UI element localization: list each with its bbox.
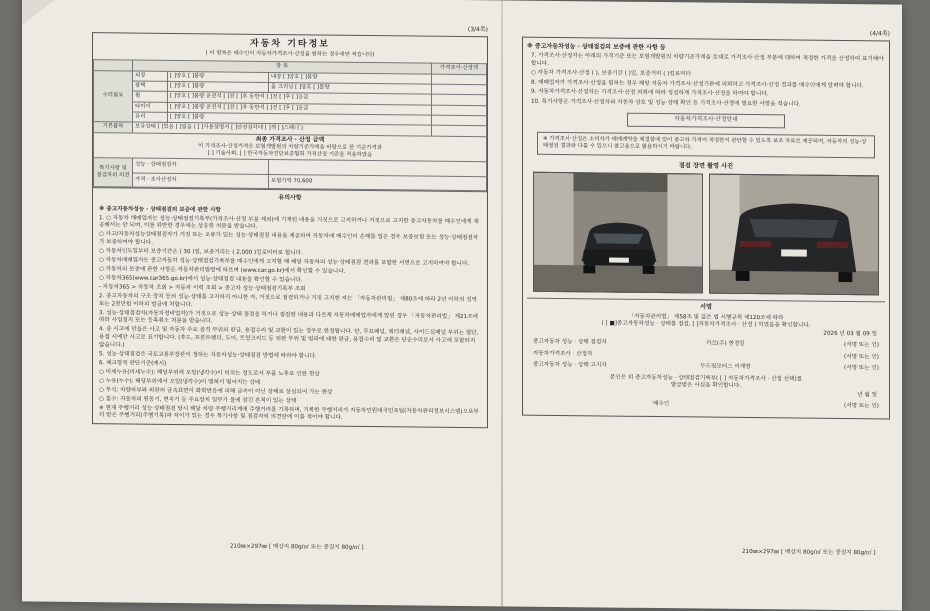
repair-needed-group: 수리필요 [94,70,133,122]
document-sheet [22,0,902,611]
list-item: ○ 부식: 차량하부와 외판의 금속표면이 화학반응에 의해 금속이 아닌 상태로 상실되어 가는 현상 [99,386,333,396]
list-item: - 자동차365 > 자동차 조회 > 자동차 이력 조회 > 중고차 성능·상태점검기록부 조회 [99,284,306,293]
page-divider [501,0,503,606]
signer-row: 자동차가격조사 · 산정자 (서명 또는 인) [533,350,879,361]
page-title: 자동차 기타정보 [250,38,330,50]
list-item: ※ 현재 주행거리 성능·상태점검 당시 해당 차량 주행거리계에 주행거리를 기록하며, 기록한 주행거리가 자동차민원대국민포털(자동차관리정보시스템)으로부터 받은 주행거리(주행기록)과 차이가 있는 경우 특기사항 및 점검자의 의견란에 이를 적어야 합니다. [99,405,479,422]
basic-items-label: 기본품목 [94,122,133,133]
page-subtitle: ( 이 항목은 매수인이 자동차가격조사·산정을 원하는 경우에만 적습니다) [205,50,375,59]
list-item: 9. 자동차가격조사·산정자는 가격조사·산정 의뢰에 따라 성실하게 가격조사·산정을 하여야 합니다. [531,89,769,98]
list-item: ○ 자동차의 보증에 관한 사항은 자동차관리법령에 따르며 (www.car.go.kr)에서 확인할 수 있습니다. [99,266,346,275]
remarks-label: 특기사항 및 점검자의 의견 [94,158,133,187]
page-left [92,26,488,429]
price-column: 가격조사·산정액 [432,64,487,75]
signer-row: 중고자동차 성능 · 상태 고지자 두드림모터스 이재영 (서명 또는 인) [533,361,879,372]
sign-date: 2026 년 03 월 09 일 [823,330,877,337]
notice-list: ※ 중고자동차성능 · 상태점검의 보증에 관한 사항 1. ○ 자동차 매매업자는 성능·상태점검기록부(가격조사·산정 부분 제외)에 기재된 내용을 거짓으로 고지하거나 거짓으로 고지한 중고자동차를 매수인에게 제공해서는 안 되며, 이를 위반한 경우에는 상응한 처분을 받습니다. ○ 사고/자동차성능상태점검자가 거짓 또는 오류가 있는 성능·상태점검 내용을 제공하여 자동차에 매수인이 손해를 입은 경우 보증보험 또는 성능·상태점검자가 보증하여야 합니다. ○ 자동차인도일부터 보증기간은 ( 30 )일, 보증거리는 ( 2,000 )킬로미터로 합니다. ○ 자동차매매업자는 중고자동차 성능·상태점검기록부를 매수인에게 고지할 때 해당 자동차의 성능·상태점검 결과를 포함한 서면으로 고지하여야 합니다. ○ 자동차의 보증에 관한 사항은 자동차관리법령에 따르며 (www.car.go.kr)에서 확인할 수 있습니다. ○ 자동차365(www.car365.go.kr)에서 성능·상태점검 내용을 확인할 수 있습니다. - 자동차365 > 자동차 조회 > 자동차 이력 조회 > 중고차 성능·상태점검기록부 조회 2. 중고자동차의 구조·장치 등의 성능·상태를 고지하지 아니한 자, 거짓으로 점검하거나 거짓 고지한 자는 「자동차관리법」 제80조에 따라 2년 이하의 징역 또는 2천만원 이하의 벌금에 처합니다. 3. 성능·상태점검자(자동차정비업자)가 거짓으로 성능·상태 점검을 하거나 점검한 내용과 다르게 자동차매매업자에게 알린 경우 「자동차관리법」 제21조에 따라 사업정지 또는 등록취소 처분을 받습니다. 4. 증 시고에 만들은 사고 및 자동차 주요 골격 부위의 판금, 용접수리 및 교환이 있는 경우로 한정됩니다. 단, 루프패널, 쿼터패널, 사이드실패널 부위는 절단, 용접 시에만 사고로 표기합니다. (후드, 프론트펜더, 도어, 트렁크리드 등 외판 부위 및 범퍼에 대한 판금, 용접수리 및 교환은 단순수리로서 사고에 포함되지 않습니다.) 5. 성능·상태점검은 국토교통부장관이 정하는 자동차성능·상태점검 방법에 따라야 합니다. 6. 체크항목 판단기준(예시) ○ 미세누유(미세누수): 해당부위에 오일(냉각수)이 비치는 정도로서 부품 노후로 인한 현상 ○ 누유(누수): 해당부위에서 오일(냉각수)이 맺혀서 떨어지는 상태 ○ 부식: 차량하부와 외판의 금속표면이 화학반응에 의해 금속이 아닌 상태로 상실되어 가는 현상 ○ 침수: 자동차의 원동기, 변속기 등 주요장치 일부가 물에 잠긴 흔적이 있는 상태 ※ 현재 주행거리 성능·상태점검 당시 해당 차량 주행거리계에 주행거리를 기록하며, 기록한 주행거리가 자동차민원대국민포털(자동차관리정보시스템)으로부터 받은 주행거리(주행기록)과 차이가 있는 경우 특기사항 및 점검자의 의견란에 이를 적어야 합니다. [93,202,487,427]
page-number: (3/4쪽) [467,26,488,34]
car-rear-image [710,175,878,295]
list-item: ○ 누유(누수): 해당부위에서 오일(냉각수)이 맺혀서 떨어지는 상태 [99,377,261,386]
vehicle-other-info-box [92,32,488,429]
table-header: 항 목 [133,60,432,73]
list-item: ○ 미세누유(미세누수): 해당부위에 오일(냉각수)이 비치는 정도로서 부품 노후로 인한 현상 [99,368,320,378]
section-heading: ※ 중고자동차성능 · 상태점검의 보증에 관한 사항 등 [527,42,666,52]
list-item: 8. 매매업자가 가격조사·산정을 원하는 경우 해당 자동차 가격조사·산정기관에 의뢰하고 가격조사·산정 결과를 매수인에게 알려야 합니다. [531,79,864,89]
right-page-box: ※ 중고자동차성능 · 상태점검의 보증에 관한 사항 등 7. 가격조사·산정자는 아래의 가격기준 또는 보험개발원의 차량기준가액을 토대로 가격조사·산정 부분에 대하여 적정한 가격을 산정하여 표기해야 합니다. ○ 자동차 가격조사·산정 ( ), 보증기간 ( )일, 보증거리 ( )킬로미터 8. 매매업자가 가격조사·산정을 원하는 경우 해당 자동차 가격조사·산정기관에 의뢰하고 가격조사·산정 결과를 매수인에게 알려야 합니다. 9. 자동차가격조사·산정자는 가격조사·산정 의뢰에 따라 성실하게 가격조사·산정을 하여야 합니다. 10. 특기사항은 가격조사·산정자와 자동차 상호 및 성능·상태 확인 등 가격조사·산정에 필요한 사항을 적습니다. 자동차가격조사·산정안내 ※ 가격조사·산정은 소비자가 매매계약을 체결함에 있어 중고차 가격이 적정한지 판단할 수 있도록 보조 자료로 제공되며, 자동차의 성능·상태점검 결과와 다를 수 있으니 참고용으로 활용하시기 바랍니다. 점검 장면 촬영 사진 서명 「자동차관리법」 제58조 및 같은 법 시행규칙 제120조에 따라 ( [ ■]중고자동차성능 · 상태를 점검, [ ]자동차가격조사 · 산정 ) 하였음을 확인합니다. 2026 년 03 월 09 일 중고자동차 성능 · 상태 점검자 카르(주) 현정일 (서명 또는 인) 자동차가격조사 · 산정자 (서명 또는 인) 중고자동차 성능 · 상태 고지자 두드림모터스 이재영 (서명 또는 인) 본인은 위 중고자동차성능 · 상태점검기록부( [ ] 자동차가격조사 · 산정 선택)를 발급받은 사실을 확인합니다. 년 월 일 매수인 (서명 또는 인) [522,37,890,420]
page-number: (4/4쪽) [869,30,890,38]
folded-corner [22,0,60,26]
list-item: ○ 자동차 가격조사·산정 ( ), 보증기간 ( )일, 보증거리 ( )킬로미터 [531,69,691,78]
price-info-box: ※ 가격조사·산정은 소비자가 매매계약을 체결함에 있어 중고차 가격이 적정한지 판단할 수 있도록 보조 자료로 제공되며, 자동차의 성능·상태점검 결과와 다를 수 있으니 참고용으로 활용하시기 바랍니다. [537,132,875,158]
photo-section-title: 점검 장면 촬영 사진 [678,162,734,170]
list-item: 3. 성능·상태점검자(자동차정비업자)가 거짓으로 성능·상태 점검을 하거나 점검한 내용과 다르게 자동차매매업자에게 알린 경우 「자동차관리법」 제21조에 따라 사업정지 또는 등록취소 처분을 받습니다. [99,310,478,325]
list-item: 7. 가격조사·산정자는 아래의 가격기준 또는 보험개발원의 차량기준가액을 토대로 가격조사·산정 부분에 대하여 적정한 가격을 산정하여 표기해야 합니다. [531,52,884,67]
list-item: ○ 자동차매매업자는 중고자동차 성능·상태점검기록부를 매수인에게 고지할 때 해당 자동차의 성능·상태점검 결과를 포함한 서면으로 고지하여야 합니다. [99,257,470,268]
list-item: 2. 중고자동차의 구조·장치 등의 성능·상태를 고지하지 아니한 자, 거짓으로 점검하거나 거짓 고지한 자는 「자동차관리법」 제80조에 따라 2년 이하의 징역 또는 2천만원 이하의 벌금에 처합니다. [99,293,477,308]
page-footer-right: 210㎜×297㎜ [ 백상지 80g/㎡ 또는 중질지 80g/㎡ ] [742,548,876,557]
car-front-image [534,173,702,293]
page-footer-left: 210㎜×297㎜ [ 백상지 80g/㎡ 또는 중질지 80g/㎡ ] [230,543,364,551]
signature-title: 서명 [527,298,885,314]
final-price-heading: 최종 가격조사 · 산정 금액 [255,135,325,144]
list-item: 1. ○ 자동차 매매업자는 성능·상태점검기록부(가격조사·산정 부분 제외)에 기재된 내용을 거짓으로 고지하거나 거짓으로 고지한 중고자동차를 매수인에게 제공해서는 안 되며, 이를 위반한 경우에는 상응한 처분을 받습니다. [99,215,479,231]
list-item: 6. 체크항목 판단기준(예시) [99,359,167,367]
inspection-photos [527,172,885,296]
signer-row: 중고자동차 성능 · 상태 점검자 카르(주) 현정일 (서명 또는 인) [533,338,879,349]
list-item: ○ 사고/자동차성능상태점검자가 거짓 또는 오류가 있는 성능·상태점검 내용을 제공하여 자동차에 매수인이 손해를 입은 경우 보증보험 또는 성능·상태점검자가 보증하여야 합니다. [99,231,479,246]
buyer-row: 매수인 (서명 또는 인) [653,401,879,410]
list-item: 5. 성능·상태점검은 국토교통부장관이 정하는 자동차성능·상태점검 방법에 따라야 합니다. [99,350,317,360]
page-right [522,30,890,420]
car-front-photo [533,172,703,294]
list-item: ○ 침수: 자동차의 원동기, 변속기 등 주요장치 일부가 물에 잠긴 흔적이 있는 상태 [99,396,297,405]
list-item: ○ 자동차365(www.car365.go.kr)에서 성능·상태점검 내용을 확인할 수 있습니다. [99,275,303,284]
list-item: ○ 자동차인도일부터 보증기간은 ( 30 )일, 보증거리는 ( 2,000 )킬로미터로 합니다. [99,248,303,257]
list-item: 10. 특기사항은 가격조사·산정자와 자동차 상호 및 성능·상태 확인 등 가격조사·산정에 필요한 사항을 적습니다. [531,98,801,108]
table-row: 광택 [ ]양호 [ ]불량 룸 크리닝 [ ]양호 [ ]불량 [94,81,487,95]
list-item: 4. 증 시고에 만들은 사고 및 자동차 주요 골격 부위의 판금, 용접수리 및 교환이 있는 경우로 한정됩니다. 단, 루프패널, 쿼터패널, 사이드실패널 부위는 절단, 용접 시에만 사고로 표기합니다. (후드, 프론트펜더, 도어, 트렁크리드 등 외판 부위 및 범퍼에 대한 판금, 용접수리 및 교환은 단순수리로서 사고에 포함되지 않습니다.) [99,326,479,349]
notice-title: 유의사항 [93,187,487,206]
price-info-title: 자동차가격조사·산정안내 [627,113,785,128]
condition-table: 항 목 가격조사·산정액 수리필요 외장 [ ]양호 [ ]불량 내장 [ ]양호 [ ]불량 광택 [ ]양호 [ ]불량 룸 크리닝 [ ]양호 [ ]불량 휠 [ ]양호 [ ]불량 운전석 [ ]전 [ ]후 동반석 [ ]전 [ ]후 [ ]응급 타이어 [ ]양호 [ ]불량 운전석 [ ]전 [ ]후 동반석 [ ]전 [ ]후 [ ]응급 유리 [ ]양호 [ ]불량 기본품목 보유상태 [ ]있음 [ ]없음 ( [ ]사용설명서 [ ]안전삼각대 [ ]잭 [ ]스패너 ) 최종 가격조사 · 산정 금액 이 가격조사·산정가격은 보험개발원의 차량기준가액을 바탕으로 한 기준가격과 [ ] 기술사회, [ ] 한국자동차진단보증협회 가격산정 기준을 적용하였음 특기사항 및 점검자의 의견 성능 · 상태점검자 가격 · 조사산정자 보험가액 70,600 [93,60,487,192]
table-row: 유리 [ ]양호 [ ]불량 [94,112,487,126]
table-row: 수리필요 외장 [ ]양호 [ ]불량 내장 [ ]양호 [ ]불량 [94,70,487,84]
car-rear-photo [709,174,879,296]
table-row: 휠 [ ]양호 [ ]불량 운전석 [ ]전 [ ]후 동반석 [ ]전 [ ]후 [ ]응급 [94,91,487,105]
table-row: 타이어 [ ]양호 [ ]불량 운전석 [ ]전 [ ]후 동반석 [ ]전 [ ]후 [ ]응급 [94,101,487,115]
table-row: 기본품목 보유상태 [ ]있음 [ ]없음 ( [ ]사용설명서 [ ]안전삼각대 [ ]잭 [ ]스패너 ) [94,122,487,136]
